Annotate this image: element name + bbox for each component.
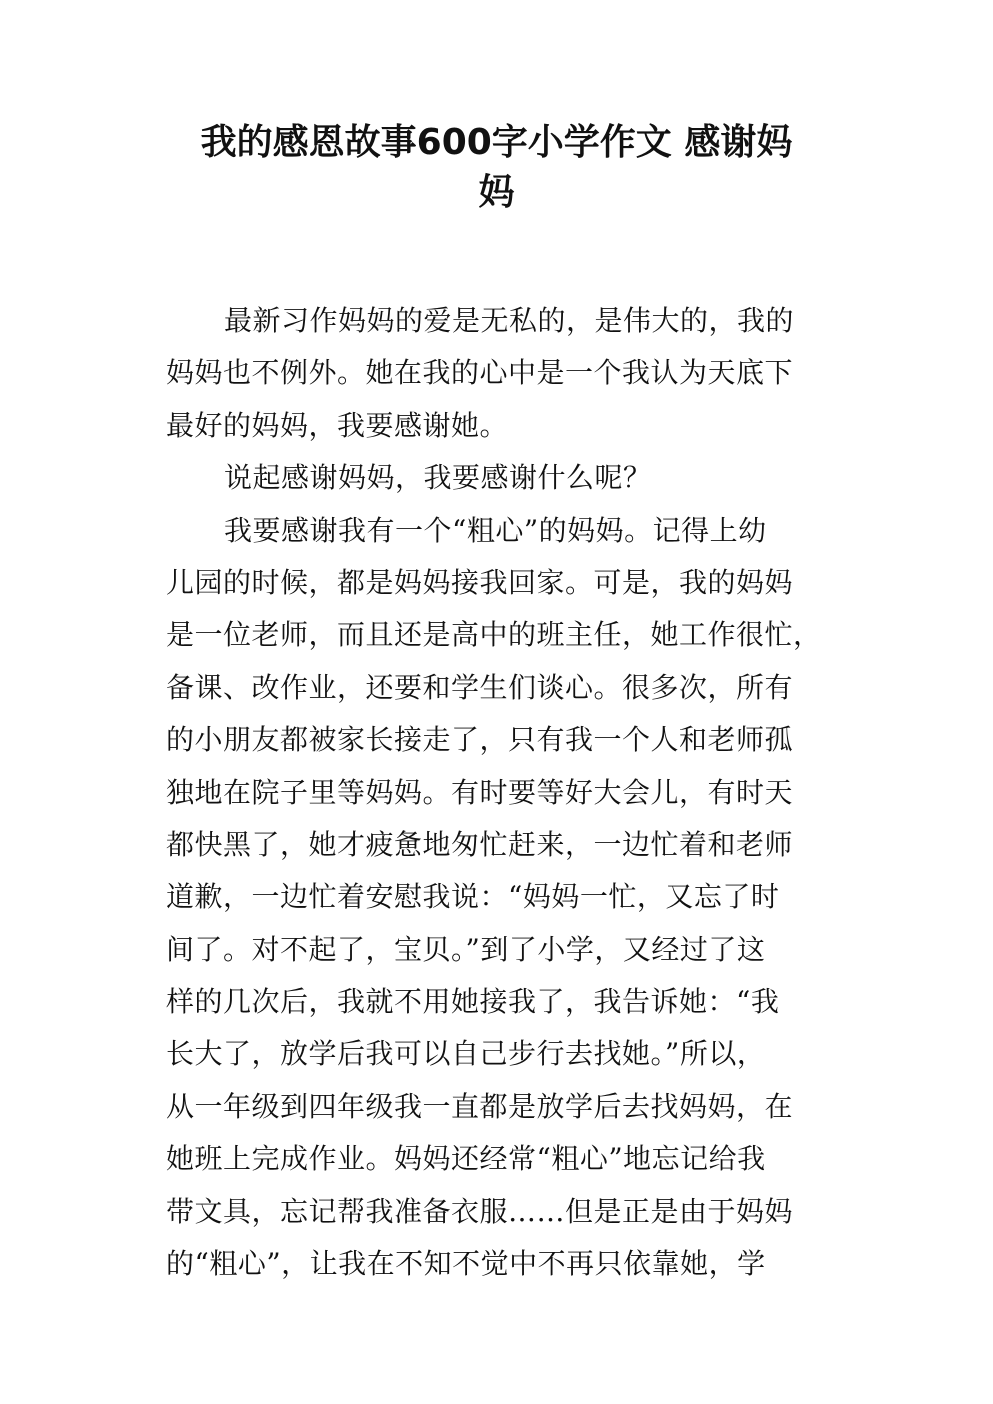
paragraph-line: 说起感谢妈妈，我要感谢什么呢？	[224, 461, 652, 495]
paragraph-line: 独地在院子里等妈妈。有时要等好大会儿，有时天	[166, 775, 794, 809]
document-title	[140, 118, 853, 218]
paragraph-line: 道歉，一边忙着安慰我说：“妈妈一忙，又忘了时	[166, 880, 780, 914]
paragraph-line: 的“粗心”，让我在不知不觉中不再只依靠她，学	[166, 1247, 766, 1281]
paragraph-line: 带文具，忘记帮我准备衣服……但是正是由于妈妈	[166, 1194, 794, 1228]
paragraph-line: 样的几次后，我就不用她接我了，我告诉她：“我	[166, 985, 780, 1019]
paragraph-line: 最好的妈妈，我要感谢她。	[166, 408, 509, 442]
title-line: 我的感恩故事600字小学作文 感谢妈	[200, 122, 793, 163]
paragraph-line: 都快黑了，她才疲惫地匆忙赶来，一边忙着和老师	[166, 827, 794, 861]
title-line: 妈	[478, 172, 515, 213]
document-body	[166, 295, 846, 1290]
paragraph-line: 我要感谢我有一个“粗心”的妈妈。记得上幼	[224, 513, 767, 547]
paragraph-line: 从一年级到四年级我一直都是放学后去找妈妈，在	[166, 1089, 794, 1123]
paragraph-line: 长大了，放学后我可以自己步行去找她。”所以，	[166, 1037, 766, 1071]
paragraph-line: 最新习作妈妈的爱是无私的，是伟大的，我的	[224, 304, 795, 337]
paragraph-line: 是一位老师，而且还是高中的班主任，她工作很忙，	[166, 618, 822, 652]
paragraph-line: 备课、改作业，还要和学生们谈心。很多次，所有	[166, 670, 794, 704]
paragraph-line: 儿园的时候，都是妈妈接我回家。可是，我的妈妈	[166, 565, 794, 599]
paragraph-line: 间了。对不起了，宝贝。”到了小学，又经过了这	[166, 932, 766, 966]
paragraph-line: 妈妈也不例外。她在我的心中是一个我认为天底下	[166, 356, 794, 390]
paragraph-line: 的小朋友都被家长接走了，只有我一个人和老师孤	[166, 723, 794, 757]
paragraph-line: 她班上完成作业。妈妈还经常“粗心”地忘记给我	[166, 1142, 766, 1176]
